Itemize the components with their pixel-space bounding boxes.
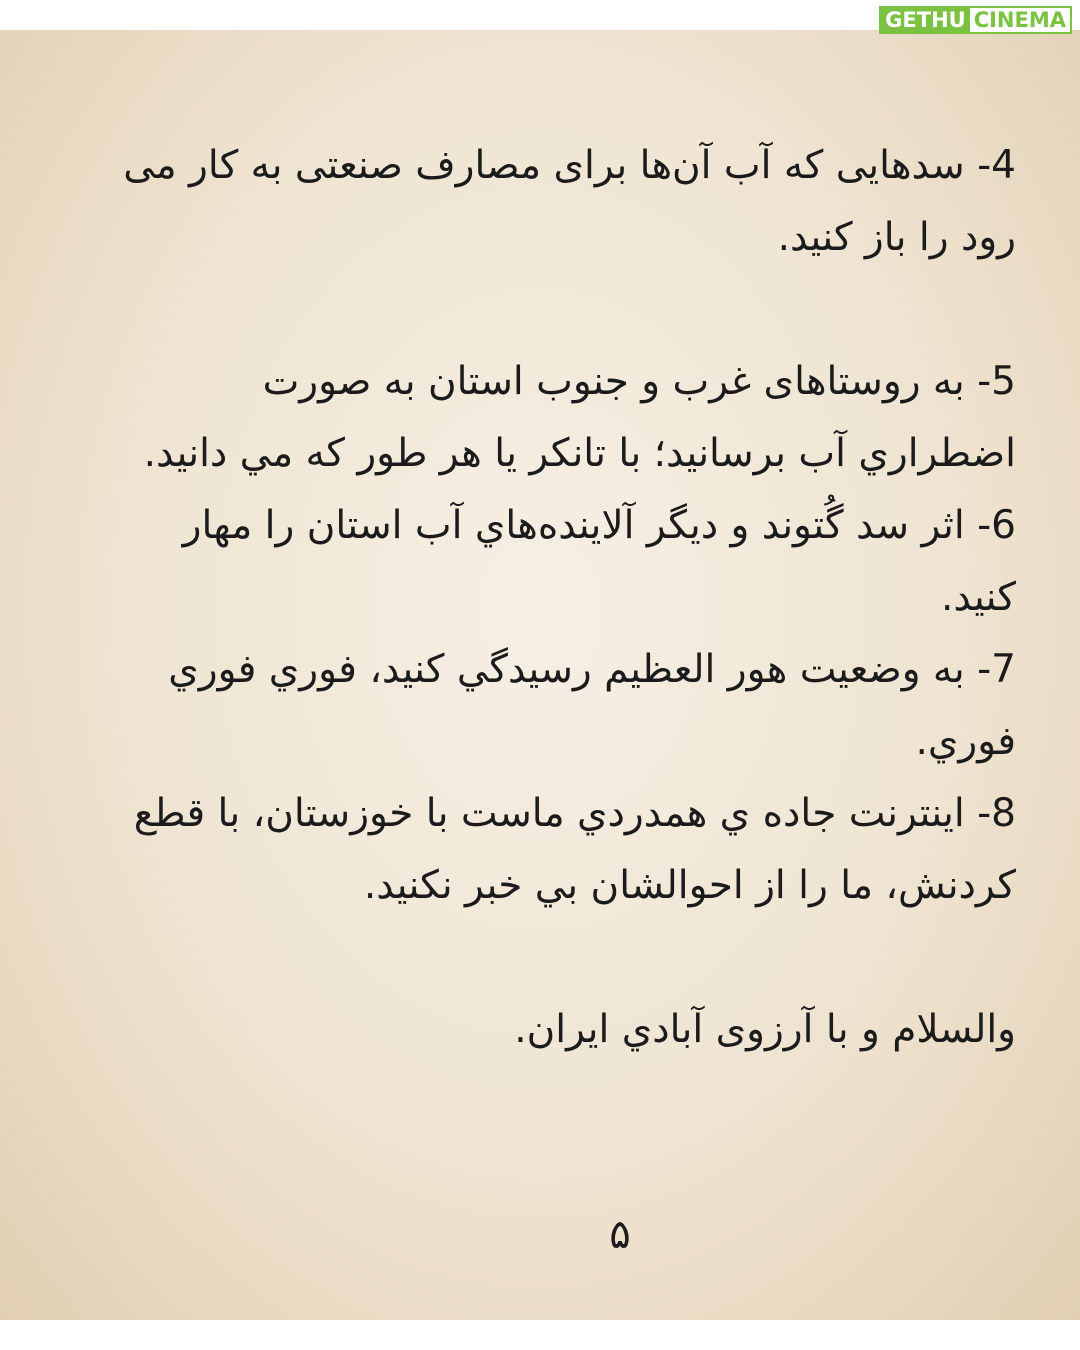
item-5: 5- به روستاهای غرب و جنوب استان به صورت اضطراري آب برسانيد؛ با تانكر يا هر طور كه مي دانيد.: [143, 359, 1016, 476]
item-4: 4- سدهایی که آب آن‌ها برای مصارف صنعتی به کار می رود را باز کنید.: [123, 143, 1016, 260]
paragraph-gap: [100, 274, 1016, 346]
paragraph-gap: [100, 922, 1016, 994]
letter-body: [100, 130, 1016, 1066]
item-8: 8- اينترنت جاده ي همدردي ماست با خوزستان، با قطع كردنش، ما را از احوالشان بي خبر نكنيد.: [133, 791, 1016, 908]
item-6: 6- اثر سد گُتوند و ديگر آلاينده‌هاي آب استان را مهار كنيد.: [182, 503, 1016, 620]
closing-line: والسلام و با آرزوی آبادي ايران.: [514, 1007, 1016, 1052]
document-page: [0, 30, 1080, 1320]
watermark-part-1: GETHU: [879, 6, 970, 34]
watermark-logo: [879, 6, 1072, 34]
page-number: ۵: [609, 1212, 631, 1258]
watermark-part-2: CINEMA: [970, 6, 1072, 34]
item-7: 7- به وضعيت هور العظيم رسيدگي كنيد، فوري فوري فوري.: [168, 647, 1016, 764]
